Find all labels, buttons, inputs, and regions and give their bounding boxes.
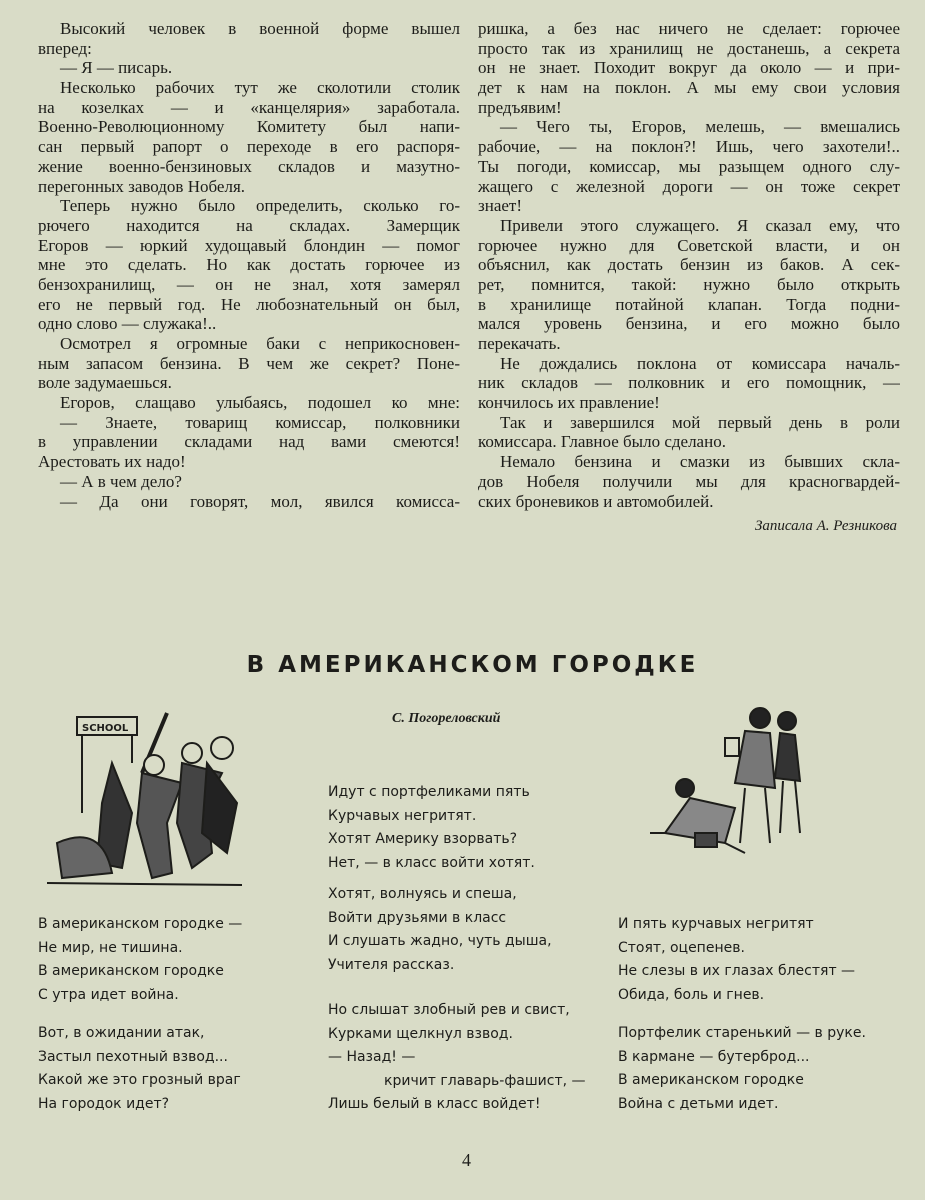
poem-line: В кармане — бутерброд... xyxy=(618,1048,810,1065)
article-text-line: Несколько рабочих тут же сколотили столик xyxy=(60,78,460,98)
article-text-line: жащего с железной дороги — он тоже секрет xyxy=(478,176,900,196)
article-text-line: — Я — писарь. xyxy=(60,58,173,78)
article-text-line: Так и завершился мой первый день в роли xyxy=(500,412,900,432)
article-text-line: Не дождались поклона от комиссара началь- xyxy=(500,353,900,373)
page-number: 4 xyxy=(462,1150,471,1170)
article-text-line: в управлении складами над вами смеются! xyxy=(38,432,460,452)
article-text-line: на козелках — и «канцелярия» заработала. xyxy=(38,97,460,117)
poem-line: Хотят, волнуясь и спеша, xyxy=(328,886,517,902)
article-text-line: ник складов — полковник и его помощник, — xyxy=(478,373,900,393)
article-text-line: вперед: xyxy=(38,38,92,58)
poem-line: С утра идет война. xyxy=(38,986,179,1003)
poem-title: В АМЕРИКАНСКОМ ГОРОДКЕ xyxy=(246,652,699,678)
article-text-line: Немало бензина и смазки из бывших скла- xyxy=(500,452,900,472)
article-text-line: Теперь нужно было определить, сколько го- xyxy=(60,196,460,216)
poem-line: И слушать жадно, чуть дыша, xyxy=(328,933,552,949)
poem-line: Курчавых негритят. xyxy=(328,807,477,824)
article-text-line: ришка, а без нас ничего не сделает: горючее xyxy=(478,19,900,38)
article-text-line: рючего находится на складах. Замерщик xyxy=(38,215,460,235)
poem-line: Застыл пехотный взвод... xyxy=(38,1048,228,1065)
article-text-line: он не знает. Походит вокруг да около — и при- xyxy=(478,58,900,78)
poem-line: Войти друзьями в класс xyxy=(328,909,507,926)
article-text-line: Высокий человек в военной форме вышел xyxy=(60,19,460,38)
article-text-line: мне это сделать. Но как достать горючее из xyxy=(38,255,460,275)
poem-line: Не мир, не тишина. xyxy=(38,939,183,956)
article-text-line: перегонных заводов Нобеля. xyxy=(38,176,246,196)
article-text-line: жение военно-бензиновых складов и мазутно- xyxy=(38,156,460,176)
article-signature: Записала А. Резникова xyxy=(754,518,897,534)
poem-stanza xyxy=(328,781,535,875)
article-text-line: объяснил, как достать бензин из баков. А сек- xyxy=(478,255,900,275)
article-text-line: мался уровень бензина, и его можно было xyxy=(478,314,900,334)
article-text-line: Егоров — юркий худощавый блондин — помог xyxy=(38,235,460,255)
article-text-line: воле задумаешься. xyxy=(38,373,172,393)
poem-line: Но слышат злобный рев и свист, xyxy=(328,1002,570,1018)
poem-line: Война с детьми идет. xyxy=(618,1095,779,1112)
poem-line: Нет, — в класс войти хотят. xyxy=(328,854,535,871)
poem-author: С. Погореловский xyxy=(392,711,501,726)
article-text-line: Ты погоди, комиссар, мы разыщем одного слу- xyxy=(478,156,900,176)
article-text-line: — Чего ты, Егоров, мелешь, — вмешались xyxy=(500,117,900,137)
article-text-line: кончилось их правление! xyxy=(478,393,660,413)
article-left-column xyxy=(38,19,460,511)
poem-line: И пять курчавых негритят xyxy=(618,916,814,932)
poem-line: Курками щелкнул взвод. xyxy=(328,1025,513,1042)
school-sign-text: SCHOOL xyxy=(82,723,129,734)
article-text-line: знает! xyxy=(478,196,522,216)
article-text-line: — Да они говорят, мол, явился комисса- xyxy=(60,491,460,511)
article-text-line: — А в чем дело? xyxy=(60,471,182,491)
article-text-line: одно слово — служака!.. xyxy=(38,314,217,334)
article-text-line: рабочие, — на поклон?! Ишь, чего захотели!.. xyxy=(478,137,900,157)
article-text-line: рет, помнится, такой: нужно было открыть xyxy=(478,274,900,294)
article-text-line: просто так из хранилищ не достанешь, а секрета xyxy=(478,38,900,58)
poem-stanza xyxy=(618,913,855,1007)
article-text-line: комиссара. Главное было сделано. xyxy=(478,432,726,452)
poem-line: Идут с портфеликами пять xyxy=(328,784,530,800)
article-text-line: ным запасом бензина. В чем же секрет? Поне- xyxy=(38,353,460,373)
article-text-line: дов Нобеля получили мы для красногвардей- xyxy=(478,471,900,491)
article-text-line: Осмотрел я огромные баки с неприкосновен- xyxy=(60,334,460,353)
poem-line: Хотят Америку взорвать? xyxy=(328,831,518,847)
poem-line: Обида, боль и гнев. xyxy=(618,986,765,1003)
poem-line: — Назад! — xyxy=(328,1049,416,1065)
poem-line: Стоят, оцепенев. xyxy=(618,939,745,956)
poem-stanza xyxy=(618,1022,866,1116)
poem-stanza xyxy=(38,1022,241,1116)
poem-stanza xyxy=(38,913,242,1007)
poem-line: В американском городке xyxy=(618,1072,804,1088)
poem-line: Какой же это грозный враг xyxy=(38,1072,241,1088)
article-text-line: его не первый год. Не любознательный он был, xyxy=(38,294,460,314)
article-text-line: — Знаете, товарищ комиссар, полковники xyxy=(60,412,460,432)
article-text-line: ских броневиков и автомобилей. xyxy=(478,491,714,511)
article-text-line: сан первый рапорт о переходе в его распоря- xyxy=(38,137,460,157)
article-text-line: горючее нужно для Советской власти, и он xyxy=(478,235,900,255)
article-text-line: дет к нам на поклон. А мы ему свои условия xyxy=(478,78,900,98)
article-text-line: Егоров, слащаво улыбаясь, подошел ко мне: xyxy=(60,393,460,413)
article-text-line: бензохранилищ, — он не знал, хотя замерял xyxy=(38,274,460,294)
article-right-column xyxy=(478,19,900,511)
poem-line: Вот, в ожидании атак, xyxy=(38,1025,205,1041)
poem-line: Учителя рассказ. xyxy=(328,956,455,973)
article-text-line: перекачать. xyxy=(478,334,561,353)
poem-stanza xyxy=(328,999,586,1117)
article-text-line: предъявим! xyxy=(478,97,562,117)
article-text-line: в хранилище потайной клапан. Тогда подни- xyxy=(478,294,900,314)
poem-line: Не слезы в их глазах блестят — xyxy=(618,963,856,979)
poem-stanza xyxy=(328,883,552,977)
poem-line: Портфелик старенький — в руке. xyxy=(618,1025,866,1041)
poem-line: Лишь белый в класс войдет! xyxy=(328,1096,541,1112)
poem-line: кричит главарь-фашист, — xyxy=(384,1072,586,1089)
poem-line: В американском городке — xyxy=(38,916,243,932)
poem-line: В американском городке xyxy=(38,963,224,979)
poem-line: На городок идет? xyxy=(38,1095,170,1112)
illustration-school-mob xyxy=(42,703,252,893)
article-text-line: Арестовать их надо! xyxy=(38,452,186,472)
article-text-line: Привели этого служащего. Я сказал ему, что xyxy=(500,215,900,235)
illustration-children xyxy=(645,703,845,863)
article-text-line: Военно-Революционному Комитету был напи- xyxy=(38,117,460,137)
